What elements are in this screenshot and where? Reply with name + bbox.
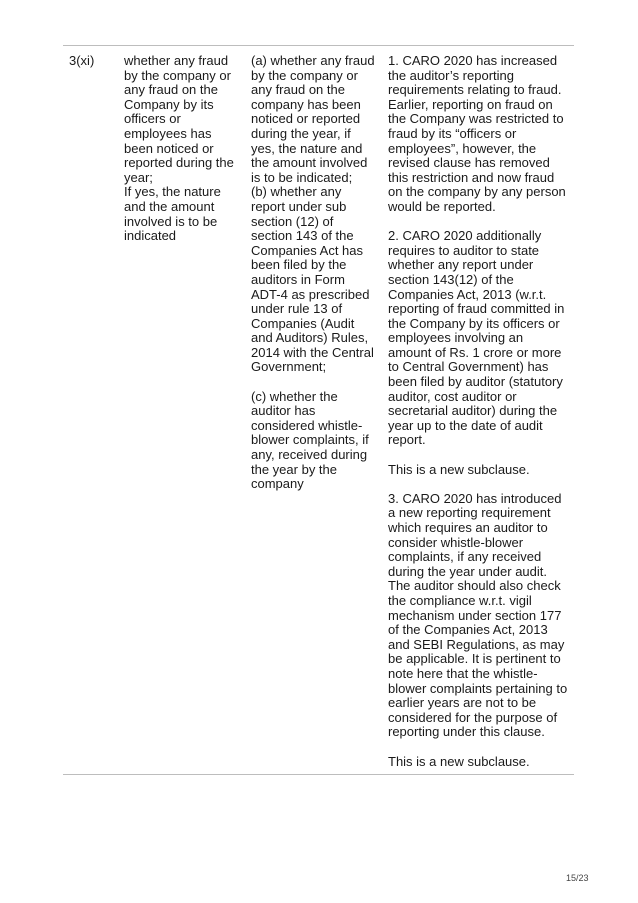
serial-number-cell (69, 54, 115, 69)
page-number: 15/23 (566, 873, 589, 883)
caro-clause-c: (c) whether the auditor has considered whistle- blower complaints, if any, received during the year by the company (251, 388, 369, 492)
requirement-cell (124, 54, 240, 244)
remark-1: 1. CARO 2020 has increased the auditor’s reporting requirements relating to fraud. Earlier, reporting on fraud on the Company was restricted to fraud by its “officers or employees”, however, the revised clause has removed this restriction and now fraud on the company by any person would be reported. (388, 53, 566, 214)
remark-3: 3. CARO 2020 has introduced a new reporting requirement which requires an auditor to consider whistle-blower complaints, if any received during the year under audit. The auditor should also check the compliance w.r.t. vigil mechanism under section 177 of the Companies Act, 2013 and SEBI Regulations, as may be applicable. It is pertinent to note here that the whistle- blower complaints pertaining to earlier years are not to be considered for the purpose of reporting under this clause. (388, 490, 568, 740)
caro-clause-a-b: (a) whether any fraud by the company or any fraud on the company has been noticed or reported during the year, if yes, the nature and the amount involved is to be indicated; (b) whether any report under sub section (12) of section 143 of the Companies Act has been filed by the auditors in Form ADT-4 as prescribed under rule 13 of Companies (Audit and Auditors) Rules, 2014 with the Central Government; (251, 53, 375, 375)
remark-2-note: This is a new subclause. (388, 461, 530, 477)
caro-2020-cell (251, 54, 381, 492)
remarks-cell (388, 54, 568, 769)
remark-2: 2. CARO 2020 additionally requires to auditor to state whether any report under section 143(12) of the Companies Act, 2013 (w.r.t. reporting of fraud committed in the Company by its officers or employees involving an amount of Rs. 1 crore or more to Central Government) has been filed by auditor (statutory auditor, cost auditor or secretarial auditor) during the year up to the date of audit report. (388, 228, 565, 448)
requirement-text: whether any fraud by the company or any fraud on the Company by its officers or employees has been noticed or reported during the year; If yes, the nature and the amount involved is to be indicated (124, 53, 234, 244)
table-bottom-rule (63, 774, 574, 775)
remark-3-note: This is a new subclause. (388, 753, 530, 769)
table-top-rule (63, 45, 574, 46)
serial-number: 3(xi) (69, 53, 95, 68)
